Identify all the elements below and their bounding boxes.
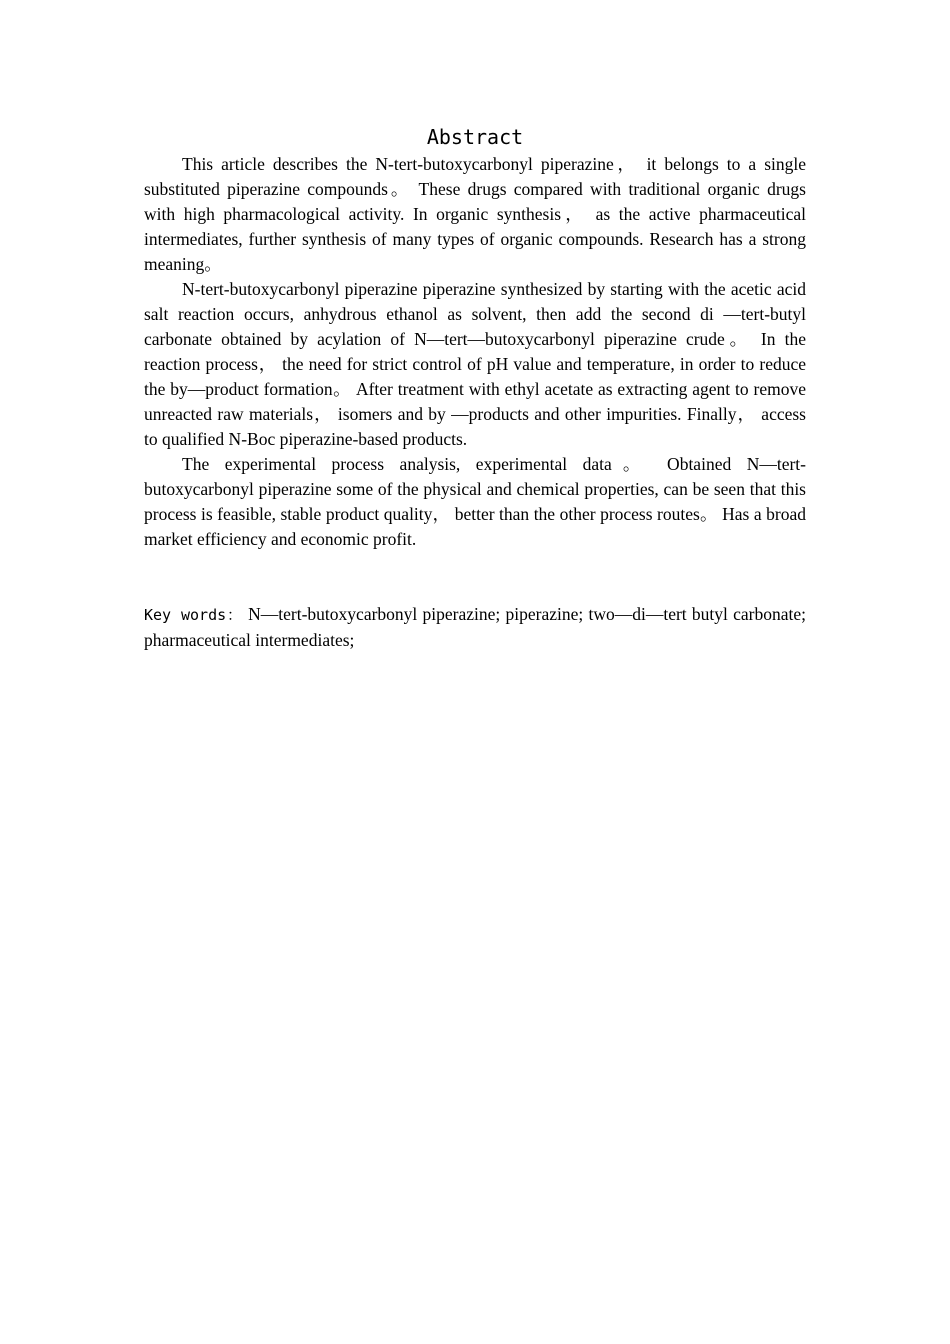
abstract-title: Abstract	[426, 125, 524, 149]
abstract-paragraph-1: This article describes the N-tert-butoxycarbonyl piperazine， it belongs to a single substituted piperazine compounds。 These drugs compared with traditional organic drugs with high pharmacological activity. In organic synthesis， as the active pharmaceutical intermediates, further synthesis of many types of organic compounds. Research has a strong meaning。	[144, 154, 806, 274]
keywords-line	[144, 602, 806, 653]
abstract-paragraph-2: N-tert-butoxycarbonyl piperazine piperazine synthesized by starting with the acetic acid salt reaction occurs, anhydrous ethanol as solvent, then add the second di —tert-butyl carbonate obtained by acylation of N—tert—butoxycarbonyl piperazine crude。 In the reaction process， the need for strict control of pH value and temperature, in order to reduce the by—product formation。 After treatment with ethyl acetate as extracting agent to remove unreacted raw materials， isomers and by —products and other impurities. Finally， access to qualified N-Boc piperazine-based products.	[144, 279, 806, 449]
section-spacer	[144, 552, 806, 602]
abstract-paragraph-3: The experimental process analysis, experimental data。 Obtained N—tert-butoxycarbonyl piperazine some of the physical and chemical properties, can be seen that this process is feasible, stable product quality， better than the other process routes。 Has a broad market efficiency and economic profit.	[144, 454, 806, 549]
keywords-text: N—tert-butoxycarbonyl piperazine; piperazine; two—di—tert butyl carbonate; pharmaceutical intermediates;	[144, 604, 806, 650]
abstract-section	[144, 124, 806, 653]
keywords-label: Key words：	[144, 606, 243, 624]
